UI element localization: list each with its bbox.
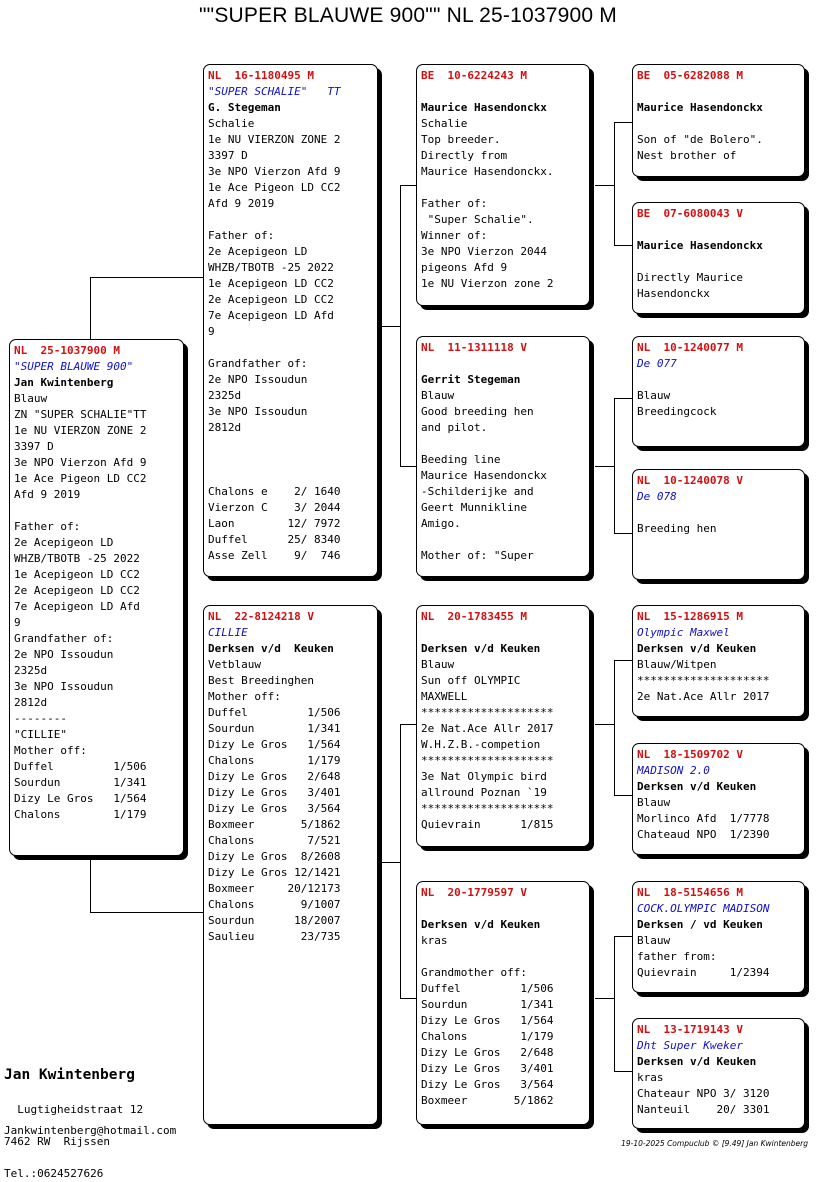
pigeon-name: CILLIE [208,626,248,639]
connector-line [595,466,614,467]
info-line: Afd 9 2019 [14,488,81,501]
info-line: ******************** [421,706,554,719]
pigeon-card-fmm [632,469,805,580]
owner-name: Jan Kwintenberg [14,376,114,389]
pigeon-card-subject [9,339,184,856]
info-line: 2325d [14,664,48,677]
info-line: Son of "de Bolero". [637,133,763,146]
info-line: Boxmeer 20/12173 [208,882,341,895]
info-line: Laon 12/ 7972 [208,517,341,530]
owner-name: Derksen v/d Keuken [637,780,757,793]
info-line [14,503,180,519]
info-line: Sourdun 18/2007 [208,914,341,927]
info-line: 2e Acepigeon LD CC2 [208,293,334,306]
info-line: Breeding hen [637,522,717,535]
info-line: Schalie [421,117,468,130]
info-line: 1e Acepigeon LD CC2 [14,568,140,581]
info-line: Chateaur NPO 3/ 3120 [637,1087,770,1100]
pigeon-name: De 077 [637,357,677,370]
info-line: Grandmother off: [421,966,527,979]
info-line: Winner of: [421,229,488,242]
connector-line [614,795,632,796]
ring-number: NL 11-1311118 V [421,341,527,354]
info-line [208,212,374,228]
ring-number: NL 18-1509702 V [637,748,743,761]
pigeon-card-fff [632,64,805,177]
info-line: Maurice Hasendonckx [421,469,547,482]
connector-line [400,185,401,467]
pigeon-card-mother-father [416,605,590,847]
info-line: 2e NPO Issoudun [14,648,114,661]
pigeon-name: COCK.OLYMPIC MADISON [637,902,770,915]
connector-line [614,660,632,661]
ring-number: NL 13-1719143 V [637,1023,743,1036]
info-line: 3397 D [208,149,248,162]
info-line: ZN "SUPER SCHALIE"TT [14,408,147,421]
info-line: 2e Acepigeon LD CC2 [14,584,140,597]
ring-number: NL 18-5154656 M [637,886,743,899]
ring-number: BE 10-6224243 M [421,69,527,82]
breeder-street: Lugtigheidstraat 12 [17,1103,144,1116]
pigeon-name: De 078 [637,490,677,503]
connector-line [400,185,416,186]
connector-line [614,660,615,796]
connector-line [614,122,632,123]
info-line: 3e Nat Olympic bird [421,770,547,783]
connector-line [400,466,416,467]
info-line: MAXWELL [421,690,468,703]
info-line: Sourdun 1/341 [421,998,554,1011]
info-line: Best Breedinghen [208,674,314,687]
pigeon-card-ffm [632,202,805,314]
info-line: 9 [14,616,21,629]
info-line: 1e NU VIERZON ZONE 2 [208,133,341,146]
info-line: 1e Ace Pigeon LD CC2 [14,472,147,485]
pigeon-name [421,901,586,917]
info-line: Dizy Le Gros 1/564 [208,738,341,751]
pigeon-card-mmm [632,1018,805,1129]
info-line: Quievrain 1/2394 [637,966,770,979]
pigeon-card-mother-mother [416,881,590,1125]
info-line: Blauw [637,389,671,402]
info-line: Chalons 1/179 [14,808,147,821]
info-line: Breedingcock [637,405,717,418]
info-line: Mother off: [14,744,87,757]
connector-line [614,1071,632,1072]
info-line: 3e NPO Issoudun [14,680,114,693]
info-line: Dizy Le Gros 2/648 [421,1046,554,1059]
info-line: 3e NPO Issoudun [208,405,308,418]
page-title: ""SUPER BLAUWE 900"" NL 25-1037900 M [199,4,617,27]
info-line: Duffel 25/ 8340 [208,533,341,546]
pigeon-card-father [203,64,378,577]
info-line [637,254,801,270]
pigeon-name: "SUPER SCHALIE" TT [208,85,341,98]
info-line: Chalons e 2/ 1640 [208,485,341,498]
breeder-phone: Tel.:0624527626 [4,1167,104,1180]
pigeon-name: MADISON 2.0 [637,764,710,777]
info-line: ******************** [421,802,554,815]
pigeon-name: Olympic Maxwel [637,626,730,639]
info-line: Boxmeer 5/1862 [421,1094,554,1107]
ring-number: NL 20-1779597 V [421,886,527,899]
pigeon-name [637,84,801,100]
info-line: Sourdun 1/341 [208,722,341,735]
info-line [208,340,374,356]
info-line: WHZB/TBOTB -25 2022 [14,552,140,565]
info-line: Father of: [208,229,275,242]
connector-line [614,398,615,534]
info-line: 3e NPO Vierzon Afd 9 [14,456,147,469]
ring-number: NL 10-1240078 V [637,474,743,487]
footer-stamp: 19-10-2025 Compuclub © [9.49] Jan Kwintenberg [621,1139,808,1148]
connector-line [90,277,91,339]
info-line: Nest brother of [637,149,737,162]
info-line: Chalons 7/521 [208,834,341,847]
info-line: Dizy Le Gros 3/564 [421,1078,554,1091]
info-line: Blauw [14,392,48,405]
info-line: Dizy Le Gros 3/564 [208,802,341,815]
info-line: 2812d [14,696,48,709]
info-line [637,116,801,132]
info-line: W.H.Z.B.-competion [421,738,541,751]
info-line: Father of: [421,197,488,210]
info-line: 9 [208,325,215,338]
info-line: Blauw/Witpen [637,658,717,671]
ring-number: BE 07-6080043 V [637,207,743,220]
info-line [421,180,586,196]
connector-line [614,936,632,937]
info-line: Good breeding hen [421,405,534,418]
info-line: Sourdun 1/341 [14,776,147,789]
connector-line [378,326,400,327]
info-line: Beeding line [421,453,501,466]
owner-name: Maurice Hasendonckx [421,101,547,114]
pigeon-name: "SUPER BLAUWE 900" [14,360,134,373]
info-line: Blauw [421,389,455,402]
connector-line [614,122,615,246]
info-line: Dizy Le Gros 2/648 [208,770,341,783]
owner-name: Gerrit Stegeman [421,373,521,386]
connector-line [614,245,632,246]
info-line [421,532,586,548]
info-line: Duffel 1/506 [14,760,147,773]
info-line: Grandfather of: [208,357,308,370]
pigeon-name [421,356,586,372]
breeder-name: Jan Kwintenberg [4,1067,135,1083]
info-line: Sun off OLYMPIC [421,674,521,687]
info-line: 1e NU VIERZON ZONE 2 [14,424,147,437]
pigeon-name [637,222,801,238]
owner-name: Derksen v/d Keuken [421,642,541,655]
info-line: allround Poznan `19 [421,786,547,799]
info-line: 3e NPO Vierzon 2044 [421,245,547,258]
info-line: Nanteuil 20/ 3301 [637,1103,770,1116]
info-line: -------- [14,712,67,725]
info-line: father from: [637,950,717,963]
info-line: Maurice Hasendonckx. [421,165,554,178]
ring-number: NL 16-1180495 M [208,69,314,82]
pigeon-name [421,84,586,100]
connector-line [614,533,632,534]
owner-name: Maurice Hasendonckx [637,101,763,114]
info-line: Duffel 1/506 [208,706,341,719]
info-line: Dizy Le Gros 1/564 [421,1014,554,1027]
pigeon-card-fmf [632,336,805,447]
ring-number: NL 25-1037900 M [14,344,120,357]
info-line: kras [421,934,448,947]
owner-name: Derksen v/d Keuken [421,918,541,931]
info-line: Schalie [208,117,255,130]
info-line: Afd 9 2019 [208,197,275,210]
info-line: 1e Acepigeon LD CC2 [208,277,334,290]
info-line: 3397 D [14,440,54,453]
info-line: Geert Munnikline [421,501,527,514]
info-line: Dizy Le Gros 8/2608 [208,850,341,863]
connector-line [378,862,400,863]
connector-line [90,856,91,912]
info-line: Vetblauw [208,658,261,671]
info-line: "Super Schalie". [421,213,534,226]
pigeon-name: Dht Super Kweker [637,1039,743,1052]
info-line: Dizy Le Gros 3/401 [208,786,341,799]
info-line: 1e Ace Pigeon LD CC2 [208,181,341,194]
info-line [208,468,374,484]
owner-name: Derksen v/d Keuken [208,642,334,655]
owner-name: Derksen v/d Keuken [637,1055,757,1068]
info-line: Boxmeer 5/1862 [208,818,341,831]
pigeon-card-mmf [632,881,805,993]
connector-line [614,936,615,1072]
info-line: Saulieu 23/735 [208,930,341,943]
pigeon-card-father-father [416,64,590,306]
info-line: Top breeder. [421,133,501,146]
ring-number: NL 22-8124218 V [208,610,314,623]
info-line [208,436,374,452]
info-line: Directly Maurice [637,271,743,284]
owner-name: Derksen v/d Keuken [637,642,757,655]
info-line: pigeons Afd 9 [421,261,508,274]
owner-name: Derksen / vd Keuken [637,918,763,931]
breeder-email: Jankwintenberg@hotmail.com [4,1124,177,1137]
info-line: Dizy Le Gros 3/401 [421,1062,554,1075]
info-line: Amigo. [421,517,461,530]
info-line: 7e Acepigeon LD Afd [208,309,334,322]
info-line: Chalons 9/1007 [208,898,341,911]
info-line: WHZB/TBOTB -25 2022 [208,261,334,274]
info-line: 2e Acepigeon LD [14,536,114,549]
info-line [421,949,586,965]
info-line: Mother of: "Super [421,549,534,562]
info-line [208,452,374,468]
info-line: Blauw [637,796,671,809]
owner-name: Maurice Hasendonckx [637,239,763,252]
pigeon-card-mfm [632,743,805,855]
info-line: Chateaud NPO 1/2390 [637,828,770,841]
info-line: ******************** [421,754,554,767]
connector-line [400,724,416,725]
info-line: Quievrain 1/815 [421,818,554,831]
connector-line [400,724,401,999]
info-line [421,436,586,452]
info-line: 3e NPO Vierzon Afd 9 [208,165,341,178]
info-line: 1e NU Vierzon zone 2 [421,277,554,290]
info-line: Dizy Le Gros 1/564 [14,792,147,805]
info-line: kras [637,1071,664,1084]
info-line: 2812d [208,421,242,434]
pigeon-name [421,625,586,641]
connector-line [595,998,614,999]
breeder-info [4,1032,143,1182]
connector-line [90,912,203,913]
info-line: 2e Nat.Ace Allr 2017 [421,722,554,735]
info-line: 2e NPO Issoudun [208,373,308,386]
info-line: Asse Zell 9/ 746 [208,549,341,562]
info-line: Mother off: [208,690,281,703]
owner-name [637,505,801,521]
ring-number: NL 20-1783455 M [421,610,527,623]
connector-line [90,277,203,278]
pigeon-card-mff [632,605,805,717]
connector-line [400,998,416,999]
info-line: Chalons 1/179 [208,754,341,767]
info-line: Morlinco Afd 1/7778 [637,812,770,825]
info-line: 2325d [208,389,242,402]
info-line: Blauw [637,934,671,947]
ring-number: NL 10-1240077 M [637,341,743,354]
owner-name [637,372,801,388]
connector-line [595,724,614,725]
info-line: Directly from [421,149,508,162]
info-line: Grandfather of: [14,632,114,645]
info-line: 2e Nat.Ace Allr 2017 [637,690,770,703]
info-line: 7e Acepigeon LD Afd [14,600,140,613]
info-line: Vierzon C 3/ 2044 [208,501,341,514]
ring-number: NL 15-1286915 M [637,610,743,623]
info-line: Blauw [421,658,455,671]
info-line: Dizy Le Gros 12/1421 [208,866,341,879]
connector-line [614,398,632,399]
info-line: 2e Acepigeon LD [208,245,308,258]
info-line: -Schilderijke and [421,485,534,498]
breeder-city: 7462 RW Rijssen [4,1135,110,1148]
ring-number: BE 05-6282088 M [637,69,743,82]
pigeon-card-mother [203,605,378,1125]
pigeon-card-father-mother [416,336,590,577]
info-line: Father of: [14,520,81,533]
info-line: "CILLIE" [14,728,67,741]
owner-name: G. Stegeman [208,101,281,114]
info-line: Duffel 1/506 [421,982,554,995]
info-line: ******************** [637,674,770,687]
info-line: and pilot. [421,421,488,434]
connector-line [595,185,614,186]
info-line: Hasendonckx [637,287,710,300]
info-line: Chalons 1/179 [421,1030,554,1043]
